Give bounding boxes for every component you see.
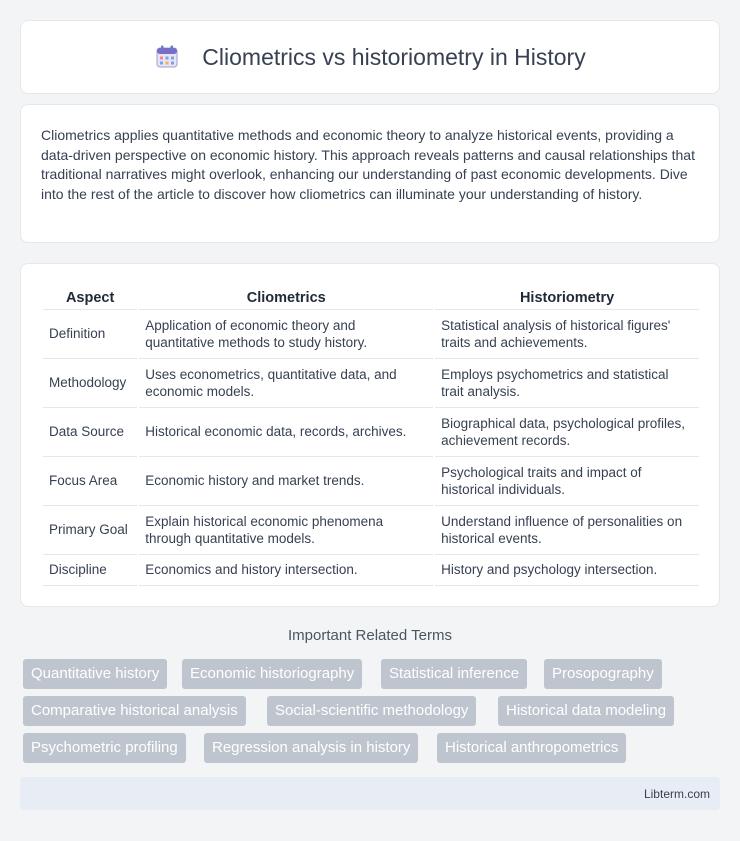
table-row bbox=[43, 408, 699, 457]
term-tag[interactable]: Economic historiography bbox=[182, 659, 362, 689]
row-historiometry: Understand influence of personalities on historical events. bbox=[435, 506, 699, 555]
row-aspect: Primary Goal bbox=[43, 506, 137, 555]
comparison-table bbox=[41, 284, 701, 586]
table-row bbox=[43, 457, 699, 506]
term-tag[interactable]: Social-scientific methodology bbox=[267, 696, 476, 726]
page-title: Cliometrics vs historiometry in History bbox=[202, 43, 586, 70]
row-cliometrics: Economic history and market trends. bbox=[139, 457, 433, 506]
row-cliometrics: Uses econometrics, quantitative data, and economic models. bbox=[139, 359, 433, 408]
header-cliometrics: Cliometrics bbox=[139, 284, 433, 310]
intro-text: Cliometrics applies quantitative methods and economic theory to analyze historical events, providing a data-driven perspective on economic history. This approach reveals patterns and causal relationships that traditional narratives might overlook, enhancing our understanding of past economic developments. Dive into the rest of the article to discover how cliometrics can illuminate your understanding of history. bbox=[41, 127, 695, 202]
row-cliometrics: Historical economic data, records, archives. bbox=[139, 408, 433, 457]
term-tag[interactable]: Quantitative history bbox=[23, 659, 167, 689]
term-tag[interactable]: Statistical inference bbox=[381, 659, 527, 689]
row-historiometry: Employs psychometrics and statistical trait analysis. bbox=[435, 359, 699, 408]
term-tag[interactable]: Historical anthropometrics bbox=[437, 733, 626, 763]
term-tag[interactable]: Prosopography bbox=[544, 659, 662, 689]
row-historiometry: Psychological traits and impact of historical individuals. bbox=[435, 457, 699, 506]
row-aspect: Focus Area bbox=[43, 457, 137, 506]
header-aspect: Aspect bbox=[43, 284, 137, 310]
comparison-table-card bbox=[20, 263, 720, 607]
term-tag[interactable]: Historical data modeling bbox=[498, 696, 674, 726]
term-tag[interactable]: Comparative historical analysis bbox=[23, 696, 246, 726]
footer bbox=[20, 777, 720, 810]
header-historiometry: Historiometry bbox=[435, 284, 699, 310]
calendar-icon bbox=[154, 44, 180, 70]
row-historiometry: Biographical data, psychological profiles, achievement records. bbox=[435, 408, 699, 457]
table-row bbox=[43, 310, 699, 359]
table-row bbox=[43, 555, 699, 586]
row-aspect: Definition bbox=[43, 310, 137, 359]
term-tag[interactable]: Regression analysis in history bbox=[204, 733, 418, 763]
row-cliometrics: Explain historical economic phenomena through quantitative models. bbox=[139, 506, 433, 555]
table-header-row bbox=[43, 284, 699, 310]
row-historiometry: Statistical analysis of historical figures' traits and achievements. bbox=[435, 310, 699, 359]
row-cliometrics: Economics and history intersection. bbox=[139, 555, 433, 586]
row-historiometry: History and psychology intersection. bbox=[435, 555, 699, 586]
title-card bbox=[20, 20, 720, 94]
row-cliometrics: Application of economic theory and quantitative methods to study history. bbox=[139, 310, 433, 359]
term-tag[interactable]: Psychometric profiling bbox=[23, 733, 186, 763]
row-aspect: Discipline bbox=[43, 555, 137, 586]
related-terms-heading: Important Related Terms bbox=[288, 627, 452, 644]
table-row bbox=[43, 506, 699, 555]
table-row bbox=[43, 359, 699, 408]
intro-card bbox=[20, 104, 720, 243]
row-aspect: Methodology bbox=[43, 359, 137, 408]
row-aspect: Data Source bbox=[43, 408, 137, 457]
footer-site-link[interactable]: Libterm.com bbox=[643, 787, 710, 801]
